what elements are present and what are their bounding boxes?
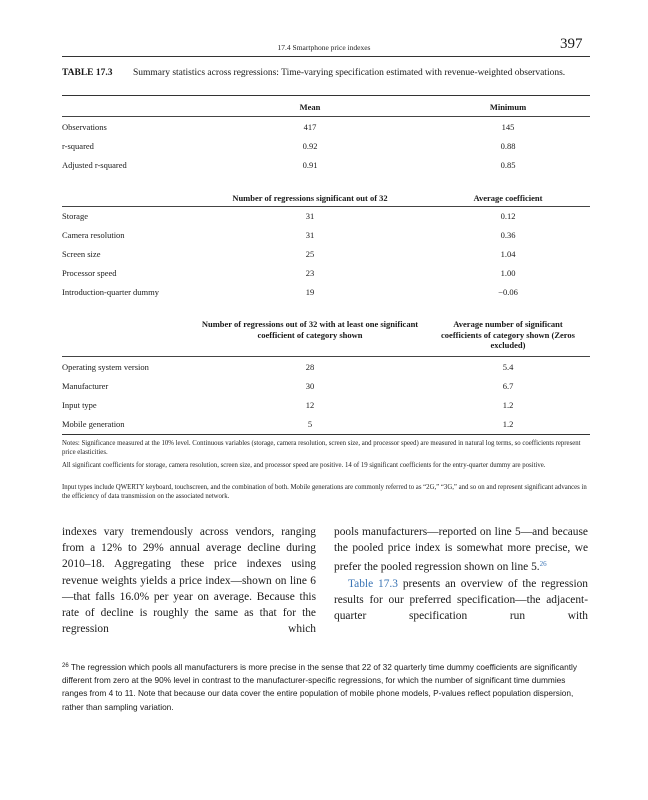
table-row-label: Manufacturer [62, 381, 109, 391]
body-paragraph [334, 576, 588, 625]
body-right-column [334, 524, 588, 624]
table-row-label: Storage [62, 211, 88, 221]
table-cell: 31 [305, 230, 315, 240]
table-note: Notes: Significance measured at the 10% level. Continuous variables (storage, camera resolution, screen size, and processor speed) are measured in natural log terms, so coefficients represent price elasticities. [62, 440, 581, 456]
body-paragraph: indexes vary tremendously across vendors, ranging from a 12% to 29% annual average decline during 2010–18. Aggregating these price indexes using revenue weights yields a price index—shown on line 6—that falls 16.0% per year on average. Because this rate of decline is roughly the same as that for the regression which [62, 526, 316, 636]
table-cell: 1.00 [500, 268, 516, 278]
body-text: presents an overview of the regression results for our preferred specification—the adjacent-quarter specification run with [334, 577, 588, 623]
table-cell: 25 [305, 249, 315, 259]
s2-col1-header: Number of regressions significant out of 32 [232, 193, 388, 203]
footnote-reference-link[interactable]: 26 [539, 560, 547, 569]
table-row-label: Adjusted r-squared [62, 160, 127, 170]
table-cell: 12 [305, 400, 315, 410]
table-row-label: Camera resolution [62, 230, 125, 240]
table-row-label: Input type [62, 400, 97, 410]
table-row-label: Screen size [62, 249, 101, 259]
table-cell: 28 [305, 362, 315, 372]
table-cell: 417 [303, 122, 317, 132]
table-note: Input types include QWERTY keyboard, touchscreen, and the combination of both. Mobile generations are commonly referred to as “2G,” “3G,” and so on and represent significant advances in the efficiency of data transmission on the associated network. [62, 484, 587, 500]
table-cell: 30 [305, 381, 315, 391]
page-number: 397 [560, 36, 583, 52]
s3-col1-header: Number of regressions out of 32 with at least one significant coefficient of category shown [201, 319, 419, 340]
table-cell: 31 [305, 211, 315, 221]
table-cell: 0.36 [500, 230, 516, 240]
table-reference-link[interactable]: Table 17.3 [348, 577, 398, 590]
table-row-label: r-squared [62, 141, 94, 151]
table-cell: 0.85 [500, 160, 516, 170]
table-cell: 6.7 [502, 381, 514, 391]
table-cell: 145 [501, 122, 515, 132]
s2-col2-header: Average coefficient [473, 193, 543, 203]
table-note: All significant coefficients for storage, camera resolution, screen size, and processor speed are positive. 14 of 19 significant coefficients for the entry-quarter dummy are positive. [62, 462, 546, 469]
body-text: pools manufacturers—reported on line 5—and because the pooled price index is somewhat more precise, we prefer the pooled regression shown on line 5. [334, 526, 588, 574]
header-rule [62, 56, 590, 57]
table-caption: Summary statistics across regressions: Time-varying specification estimated with revenue-weighted observations. [133, 68, 566, 78]
table-cell: 23 [305, 268, 315, 278]
table-cell: 5 [307, 419, 313, 429]
table-top-rule [62, 95, 590, 96]
table-cell: 5.4 [502, 362, 514, 372]
table-row-label: Observations [62, 122, 107, 132]
s3-col2-header: Average number of significant coefficients of category shown (Zeros excluded) [441, 319, 575, 350]
table-cell: −0.06 [498, 287, 518, 297]
s2-header-rule [62, 206, 590, 207]
s3-header-rule [62, 356, 590, 357]
body-left-column [62, 524, 316, 637]
table-cell: 0.92 [302, 141, 318, 151]
s1-header-rule [62, 116, 590, 117]
footnote-number: 26 [62, 663, 69, 669]
table-cell: 1.2 [502, 419, 514, 429]
body-paragraph [334, 524, 588, 576]
footnote [62, 660, 590, 714]
table-row-label: Operating system version [62, 362, 149, 372]
table-row-label: Mobile generation [62, 419, 125, 429]
s1-col1-header: Mean [299, 102, 321, 112]
table-cell: 1.04 [500, 249, 516, 259]
running-title: 17.4 Smartphone price indexes [277, 43, 371, 52]
table-row-label: Processor speed [62, 268, 117, 278]
footnote-text: The regression which pools all manufacturers is more precise in the sense that 22 of 32 quarterly time dummy coefficients are significantly different from zero at the 90% level in contrast to the manufacturer-specific regressions, for which the number of significant time dummies ranges from 4 to 11. Note that because our data cover the entire population of mobile phone models, P-values reflect population dispersion, rather than sampling variation. [62, 662, 578, 712]
table-cell: 0.12 [500, 211, 516, 221]
s1-col2-header: Minimum [489, 102, 527, 112]
table-cell: 1.2 [502, 400, 514, 410]
table-row-label: Introduction-quarter dummy [62, 287, 160, 297]
table-label: TABLE 17.3 [62, 68, 113, 78]
table-cell: 0.88 [500, 141, 516, 151]
table-cell: 19 [305, 287, 315, 297]
table-cell: 0.91 [302, 160, 318, 170]
table-bottom-rule [62, 434, 590, 435]
